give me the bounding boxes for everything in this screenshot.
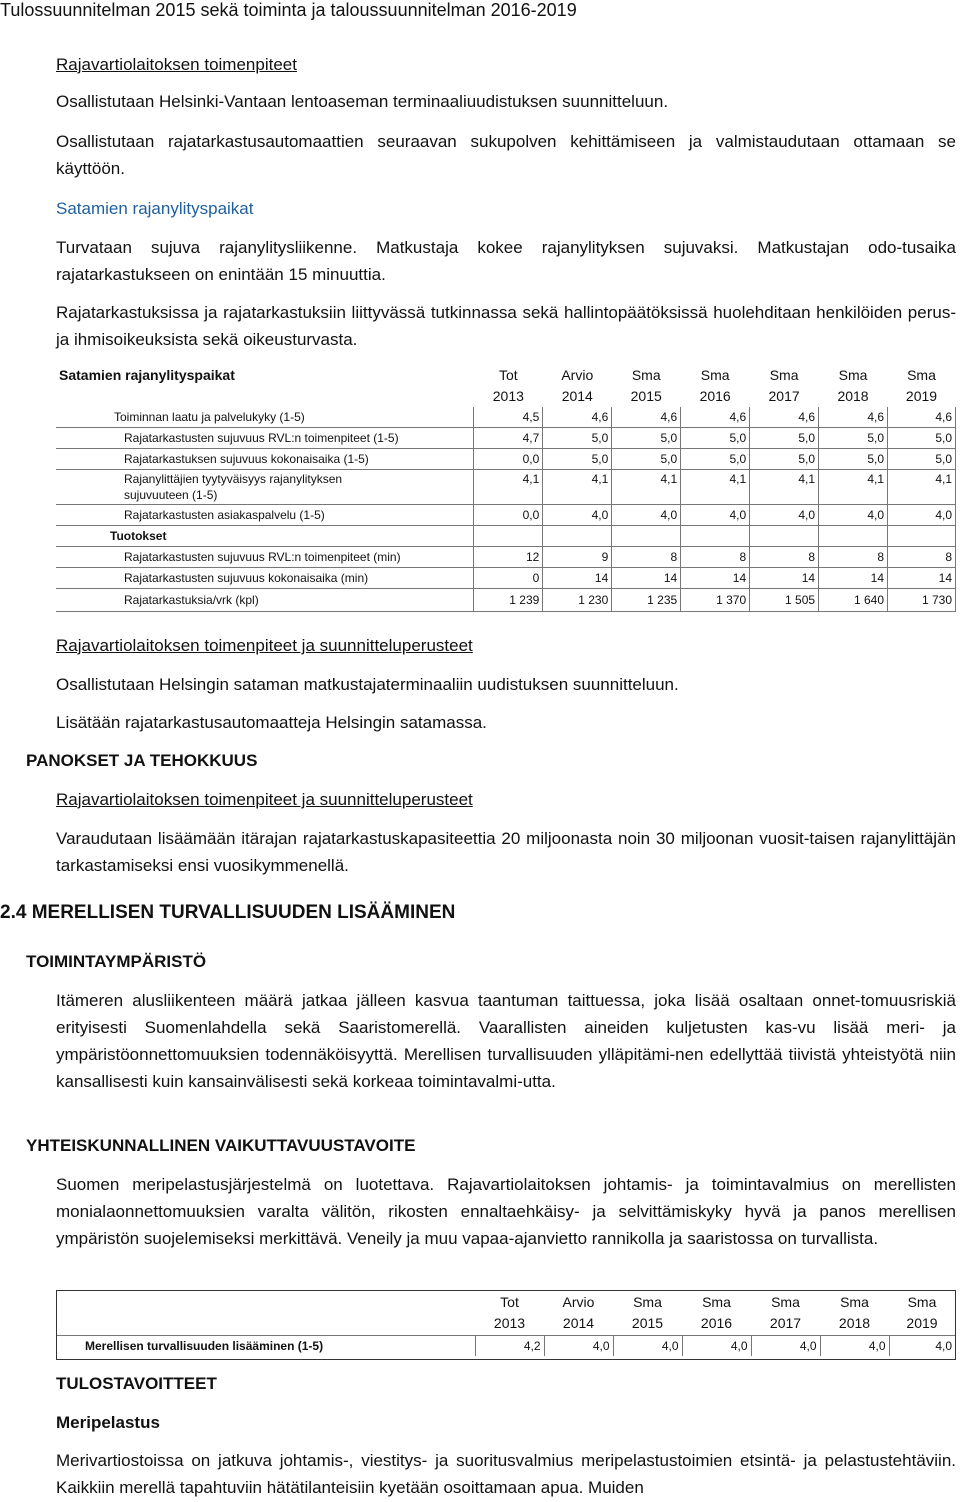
col-head-2014: Arvio 2014: [562, 1294, 595, 1331]
cell: 14: [681, 568, 750, 589]
col-head-2017: Sma 2017: [768, 366, 800, 404]
heading-harbour-crossings: Satamien rajanylityspaikat: [56, 199, 254, 218]
col-head-2016: Sma 2016: [699, 366, 731, 404]
cell: 9: [543, 547, 612, 568]
heading-operating-environment: TOIMINTAYMPÄRISTÖ: [26, 952, 207, 971]
cell: 4,1: [543, 470, 612, 505]
cell: 4,0: [820, 1336, 889, 1357]
cell: 5,0: [612, 428, 681, 449]
cell: 4,6: [612, 407, 681, 428]
heading-societal-impact: YHTEISKUNNALLINEN VAIKUTTAVUUSTAVOITE: [26, 1136, 416, 1155]
cell: 4,6: [543, 407, 612, 428]
paragraph-helsinki-harbour: Osallistutaan Helsingin sataman matkustajaterminaaliin uudistuksen suunnitteluun.: [56, 675, 679, 694]
cell: 5,0: [681, 449, 750, 470]
cell: 12: [474, 547, 543, 568]
table-row: [56, 505, 956, 526]
cell: 4,0: [750, 505, 819, 526]
heading-inputs-efficiency: PANOKSET JA TEHOKKUUS: [26, 751, 258, 770]
subheading-rvl-measures-basis: Rajavartiolaitoksen toimenpiteet ja suunnitteluperusteet: [56, 790, 473, 809]
heading-maritime-safety: 2.4 MERELLISEN TURVALLISUUDEN LISÄÄMINEN: [0, 902, 456, 923]
paragraph-east-border-capacity: Varaudutaan lisäämään itärajan rajatarkastuskapasiteettia 20 miljoonasta noin 30 miljoonan vuosit-taisen rajanylittäjän tarkastamiseksi ensi vuosikymmenellä.: [56, 829, 956, 875]
paragraph-baltic-traffic: Itämeren alusliikenteen määrä jatkaa jälleen kasvua taantuman taittuessa, joka lisää osaltaan onnet-tomuusriskiä erityisesti Suomenlahdella sekä Saaristomerellä. Vaarallisten aineiden kuljetusten kas-vu lisää meri- ja ympäristöonnettomuuksien todennäköisyyttä. Merellisen turvallisuuden ylläpitämi-nen edellyttää tiivistä yhteistyötä niin kansallisesti kuin kansainvälisesti sekä korkeaa toimintavalmi-utta.: [56, 991, 956, 1091]
cell: 4,1: [681, 470, 750, 505]
col-head-2013: Tot 2013: [493, 1294, 526, 1331]
table-row: [56, 449, 956, 470]
cell: 4,5: [474, 407, 543, 428]
cell: 14: [750, 568, 819, 589]
cell: 5,0: [750, 449, 819, 470]
cell: 0: [474, 568, 543, 589]
col-head-2016: Sma 2016: [700, 1294, 733, 1331]
row-label: Rajatarkastusten asiakaspalvelu (1-5): [56, 505, 474, 526]
running-header: Tulossuunnitelman 2015 sekä toiminta ja taloussuunnitelman 2016-2019: [0, 0, 577, 20]
table-harbour-crossings: [56, 364, 956, 612]
cell: 4,1: [819, 470, 888, 505]
cell: 4,0: [613, 1336, 682, 1357]
cell: 4,0: [889, 1336, 955, 1357]
cell: 4,0: [888, 505, 956, 526]
group-quality-label: Toiminnan laatu ja palvelukyky (1-5): [56, 407, 474, 428]
cell: 4,1: [888, 470, 956, 505]
row-label: Merellisen turvallisuuden lisääminen (1-5): [57, 1336, 475, 1357]
cell: 1 370: [681, 589, 750, 612]
cell: 4,1: [612, 470, 681, 505]
cell: 4,7: [474, 428, 543, 449]
heading-maritime-sar: Meripelastus: [56, 1413, 160, 1432]
cell: 1 730: [888, 589, 956, 612]
cell: 5,0: [543, 428, 612, 449]
group-outputs-label: Tuotokset: [56, 526, 474, 547]
cell: 4,6: [750, 407, 819, 428]
cell: 1 239: [474, 589, 543, 612]
cell: 14: [888, 568, 956, 589]
cell: 4,0: [682, 1336, 751, 1357]
cell: 14: [819, 568, 888, 589]
row-label: Rajatarkastuksia/vrk (kpl): [56, 589, 474, 612]
table-row: [56, 526, 956, 547]
cell: 5,0: [819, 449, 888, 470]
cell: 4,1: [750, 470, 819, 505]
cell: 4,0: [819, 505, 888, 526]
heading-rvl-measures-basis: Rajavartiolaitoksen toimenpiteet ja suunnitteluperusteet: [56, 636, 473, 655]
col-head-2019: Sma 2019: [905, 366, 938, 404]
cell: 4,0: [751, 1336, 820, 1357]
col-head-2014: Arvio 2014: [561, 366, 594, 404]
table1-title: Satamien rajanylityspaikat: [59, 367, 235, 383]
cell: 5,0: [681, 428, 750, 449]
paragraph-rights: Rajatarkastuksissa ja rajatarkastuksiin liittyvässä tutkinnassa sekä hallintopäätöksissä huolehditaan henkilöiden perus- ja ihmisoikeuksista sekä oikeusturvasta.: [56, 303, 956, 349]
cell: 4,0: [681, 505, 750, 526]
cell: 4,0: [544, 1336, 613, 1357]
cell: 14: [543, 568, 612, 589]
table-row: [56, 589, 956, 612]
paragraph-add-automats: Lisätään rajatarkastusautomaatteja Helsingin satamassa.: [56, 713, 487, 732]
col-head-2013: Tot 2013: [492, 366, 524, 404]
paragraph-hel-vantaa: Osallistutaan Helsinki-Vantaan lentoaseman terminaaliuudistuksen suunnitteluun.: [56, 92, 669, 111]
table-row: [56, 547, 956, 568]
col-head-2015: Sma 2015: [631, 1294, 664, 1331]
cell: 1 640: [819, 589, 888, 612]
heading-performance-targets: TULOSTAVOITTEET: [56, 1374, 217, 1393]
row-label: Rajatarkastusten sujuvuus RVL:n toimenpiteet (min): [56, 547, 474, 568]
col-head-2015: Sma 2015: [630, 366, 662, 404]
cell: 8: [612, 547, 681, 568]
cell: 4,6: [819, 407, 888, 428]
cell: 8: [819, 547, 888, 568]
table-row: [56, 407, 956, 428]
paragraph-automats: Osallistutaan rajatarkastusautomaattien seuraavan sukupolven kehittämiseen ja valmistaudutaan ottamaan se käyttöön.: [56, 132, 956, 178]
table-row: [57, 1336, 955, 1357]
col-head-2018: Sma 2018: [838, 1294, 871, 1331]
cell: 8: [888, 547, 956, 568]
table-maritime-safety: [56, 1290, 956, 1360]
cell: 4,0: [612, 505, 681, 526]
cell: 8: [681, 547, 750, 568]
table-row: [56, 470, 956, 505]
paragraph-smooth-traffic: Turvataan sujuva rajanylitysliikenne. Matkustaja kokee rajanylityksen sujuvaksi. Matkustajan odo-tusaika rajatarkastukseen on enintään 15 minuuttia.: [56, 238, 956, 284]
paragraph-sar-system: Suomen meripelastusjärjestelmä on luotettava. Rajavartiolaitoksen johtamis- ja toimintavalmius on merellisten monialaonnettomuuksien varalta välitön, rikosten ennaltaehkäisy- ja selvittämiskyky hyvä ja panos merellisen ympäristön suojelemiseksi merkittävä. Veneily ja muu vapaa-ajanvietto rannikolla ja saaristossa on turvallista.: [56, 1175, 956, 1248]
cell: 5,0: [612, 449, 681, 470]
col-head-2017: Sma 2017: [769, 1294, 802, 1331]
cell: 1 235: [612, 589, 681, 612]
cell: 1 505: [750, 589, 819, 612]
table-row: [56, 568, 956, 589]
cell: 4,2: [475, 1336, 544, 1357]
cell: 4,6: [888, 407, 956, 428]
cell: 0,0: [474, 449, 543, 470]
cell: 5,0: [888, 428, 956, 449]
row-label: Rajatarkastusten sujuvuus RVL:n toimenpiteet (1-5): [56, 428, 474, 449]
cell: 0,0: [474, 505, 543, 526]
cell: 5,0: [543, 449, 612, 470]
cell: 14: [612, 568, 681, 589]
cell: 5,0: [750, 428, 819, 449]
row-label: Rajatarkastuksen sujuvuus kokonaisaika (1-5): [56, 449, 474, 470]
table-row: [56, 428, 956, 449]
cell: 8: [750, 547, 819, 568]
cell: 5,0: [819, 428, 888, 449]
col-head-2018: Sma 2018: [837, 366, 869, 404]
cell: 4,1: [474, 470, 543, 505]
row-label: Rajanylittäjien tyytyväisyys rajanylityksen sujuvuuteen (1-5): [56, 470, 474, 505]
cell: 1 230: [543, 589, 612, 612]
heading-rvl-measures: Rajavartiolaitoksen toimenpiteet: [56, 55, 297, 74]
row-label: Rajatarkastusten sujuvuus kokonaisaika (min): [56, 568, 474, 589]
cell: 4,0: [543, 505, 612, 526]
col-head-2019: Sma 2019: [906, 1294, 938, 1331]
cell: 4,6: [681, 407, 750, 428]
cell: 5,0: [888, 449, 956, 470]
paragraph-coast-guard-readiness: Merivartiostoissa on jatkuva johtamis-, viestitys- ja suoritusvalmius meripelastustoimien etsintä- ja pelastustehtäviin. Kaikkiin merellä tapahtuviin hätätilanteisiin kyetään osoittamaan apua. Muiden: [56, 1451, 956, 1497]
